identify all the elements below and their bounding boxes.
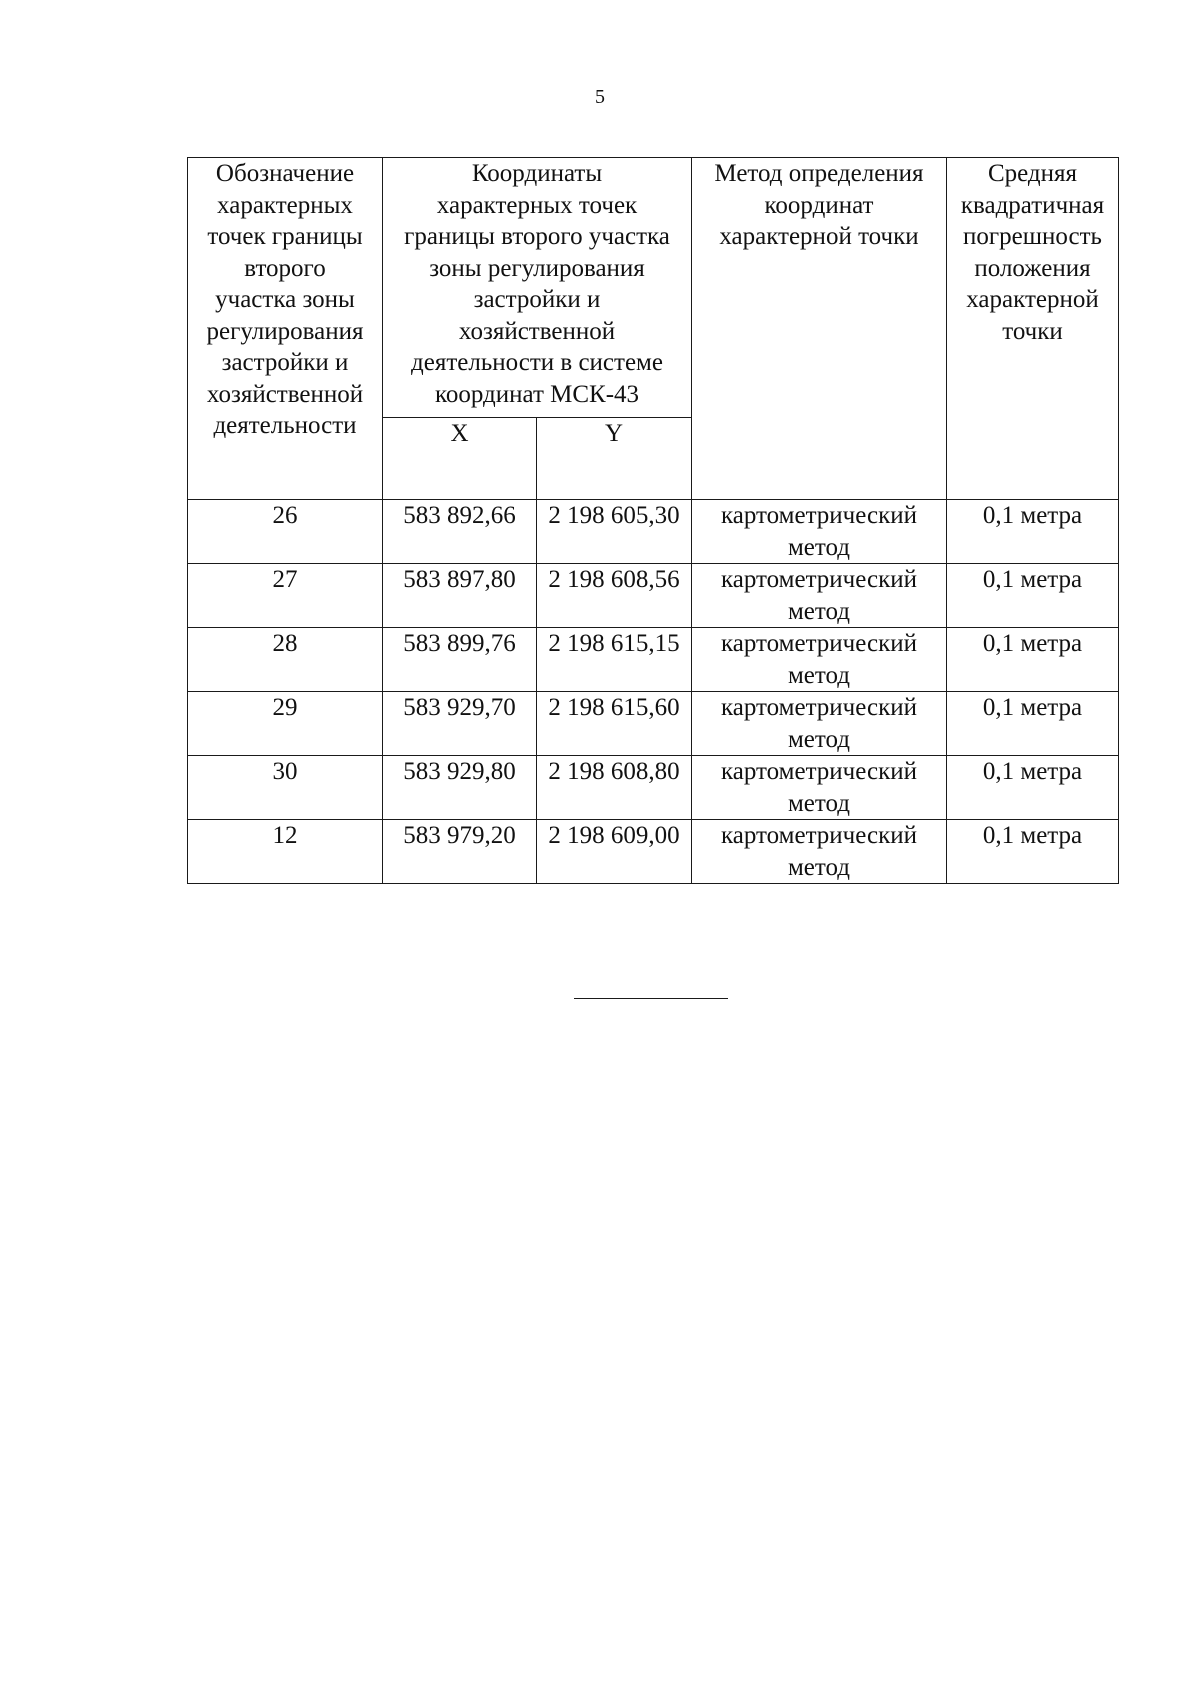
cell-x: 583 979,20 bbox=[383, 820, 537, 884]
end-of-document-rule bbox=[574, 998, 728, 999]
table-row bbox=[188, 628, 1119, 692]
cell-method: картометрический метод bbox=[692, 820, 947, 884]
cell-error: 0,1 метра bbox=[947, 692, 1119, 756]
cell-y: 2 198 608,56 bbox=[537, 564, 692, 628]
header-x: X bbox=[383, 418, 537, 500]
cell-point: 12 bbox=[188, 820, 383, 884]
cell-x: 583 897,80 bbox=[383, 564, 537, 628]
cell-error: 0,1 метра bbox=[947, 564, 1119, 628]
header-y: Y bbox=[537, 418, 692, 500]
cell-y: 2 198 605,30 bbox=[537, 500, 692, 564]
cell-point: 29 bbox=[188, 692, 383, 756]
coordinates-table bbox=[187, 157, 1119, 884]
header-mean-square-error: Средняя квадратичная погрешность положения характерной точки bbox=[947, 158, 1119, 500]
cell-error: 0,1 метра bbox=[947, 500, 1119, 564]
cell-x: 583 892,66 bbox=[383, 500, 537, 564]
cell-point: 30 bbox=[188, 756, 383, 820]
table-row bbox=[188, 820, 1119, 884]
cell-error: 0,1 метра bbox=[947, 756, 1119, 820]
page-number: 5 bbox=[595, 86, 605, 108]
table-row bbox=[188, 756, 1119, 820]
table-row bbox=[188, 500, 1119, 564]
cell-point: 27 bbox=[188, 564, 383, 628]
cell-method: картометрический метод bbox=[692, 500, 947, 564]
cell-method: картометрический метод bbox=[692, 692, 947, 756]
cell-x: 583 899,76 bbox=[383, 628, 537, 692]
cell-error: 0,1 метра bbox=[947, 628, 1119, 692]
cell-method: картометрический метод bbox=[692, 756, 947, 820]
header-method: Метод определения координат характерной точки bbox=[692, 158, 947, 500]
table-row bbox=[188, 692, 1119, 756]
cell-error: 0,1 метра bbox=[947, 820, 1119, 884]
cell-y: 2 198 608,80 bbox=[537, 756, 692, 820]
cell-point: 26 bbox=[188, 500, 383, 564]
header-coordinates: Координаты характерных точек границы второго участка зоны регулирования застройки и хозяйственной деятельности в системе координат МСК-43 bbox=[383, 158, 692, 418]
cell-method: картометрический метод bbox=[692, 564, 947, 628]
header-point-designation: Обозначение характерных точек границы второго участка зоны регулирования застройки и хозяйственной деятельности bbox=[188, 158, 383, 500]
table-row bbox=[188, 564, 1119, 628]
cell-point: 28 bbox=[188, 628, 383, 692]
cell-y: 2 198 609,00 bbox=[537, 820, 692, 884]
cell-x: 583 929,70 bbox=[383, 692, 537, 756]
cell-method: картометрический метод bbox=[692, 628, 947, 692]
cell-y: 2 198 615,60 bbox=[537, 692, 692, 756]
cell-x: 583 929,80 bbox=[383, 756, 537, 820]
cell-y: 2 198 615,15 bbox=[537, 628, 692, 692]
